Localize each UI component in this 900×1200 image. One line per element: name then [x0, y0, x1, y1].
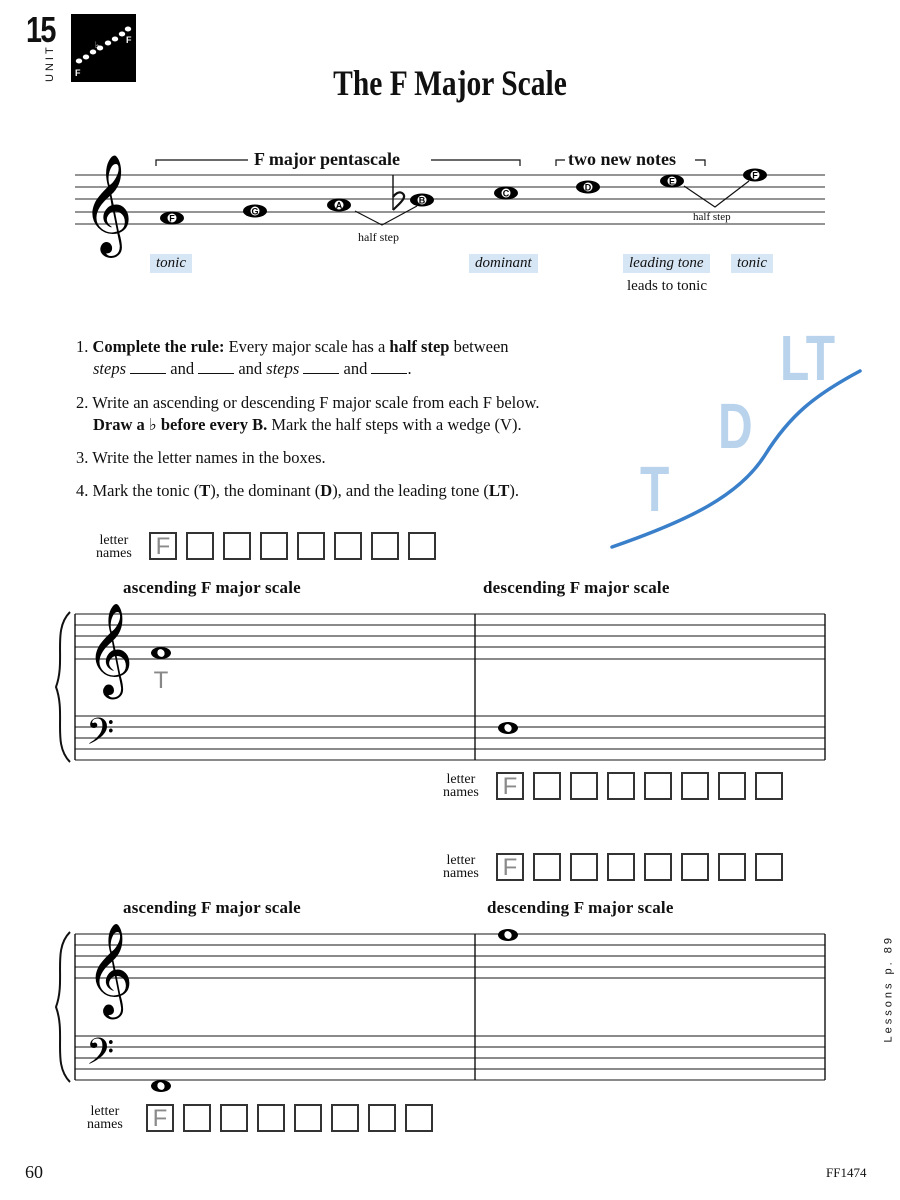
instruction-3: 3. Write the letter names in the boxes. [76, 448, 326, 467]
letter-box[interactable] [405, 1104, 433, 1132]
letter-names-label: letter names [96, 533, 132, 561]
letter-names-label: letter names [443, 772, 479, 800]
letter-box[interactable] [183, 1104, 211, 1132]
bass-clef-icon: 𝄢 [86, 711, 115, 762]
blank-1[interactable] [130, 361, 166, 374]
treble-clef-icon: 𝄞 [86, 922, 134, 1015]
svg-text:F: F [126, 35, 132, 45]
letter-box[interactable] [570, 772, 598, 800]
letter-box[interactable] [186, 532, 214, 560]
bass-clef-icon: 𝄢 [86, 1031, 115, 1082]
letter-box[interactable]: F [496, 853, 524, 881]
letter-boxes-ex2-asc [146, 1104, 433, 1132]
half-step-label-1: half step [358, 230, 399, 244]
letter-box[interactable] [257, 1104, 285, 1132]
page-number: 60 [25, 1162, 43, 1182]
svg-text:♭: ♭ [95, 41, 100, 51]
letter-box[interactable] [220, 1104, 248, 1132]
tonic-label-2: tonic [731, 254, 773, 273]
pentascale-label: F major pentascale [254, 149, 400, 169]
treble-clef-icon: 𝄞 [86, 602, 134, 695]
ascending-title: ascending F major scale [123, 578, 301, 597]
brace-icon [56, 612, 70, 762]
svg-text:F: F [75, 68, 81, 78]
instruction-1: 1. Complete the rule: Every major scale has a half step between steps and and steps and . [76, 337, 509, 378]
product-code: FF1474 [826, 1165, 867, 1180]
unit-number: 15 [26, 9, 55, 50]
blank-2[interactable] [198, 361, 234, 374]
letter-box[interactable] [223, 532, 251, 560]
letter-box[interactable] [533, 772, 561, 800]
treble-clef-icon: 𝄞 [82, 154, 133, 254]
svg-text:A: A [335, 200, 343, 211]
page-title: The F Major Scale [333, 63, 567, 103]
svg-text:C: C [502, 188, 510, 199]
svg-text:T: T [640, 453, 670, 525]
letter-boxes-ex2-desc [496, 853, 783, 881]
svg-text:D: D [718, 390, 753, 462]
letter-box[interactable]: F [146, 1104, 174, 1132]
letter-box[interactable] [331, 1104, 359, 1132]
svg-text:B: B [418, 195, 426, 206]
brace-icon [56, 932, 70, 1082]
letter-box[interactable] [644, 853, 672, 881]
letter-box[interactable]: F [149, 532, 177, 560]
svg-text:F: F [169, 213, 175, 224]
letter-box[interactable] [294, 1104, 322, 1132]
letter-box[interactable] [718, 853, 746, 881]
letter-box[interactable] [297, 532, 325, 560]
leads-to-tonic-text: leads to tonic [627, 278, 707, 294]
letter-box[interactable] [755, 772, 783, 800]
svg-text:G: G [251, 206, 259, 217]
grand-staff-ex2[interactable] [0, 910, 900, 1100]
letter-box[interactable] [334, 532, 362, 560]
dominant-label: dominant [469, 254, 538, 273]
letter-box[interactable] [607, 853, 635, 881]
letter-boxes-ex1-desc [496, 772, 783, 800]
letter-box[interactable]: F [496, 772, 524, 800]
blank-4[interactable] [371, 361, 407, 374]
svg-text:T: T [153, 667, 169, 694]
letter-names-label: letter names [87, 1104, 123, 1132]
letter-box[interactable] [607, 772, 635, 800]
instruction-4: 4. Mark the tonic (T), the dominant (D), and the leading tone (LT). [76, 481, 520, 500]
svg-text:LT: LT [780, 322, 836, 394]
tonic-label: tonic [150, 254, 192, 273]
letter-box[interactable] [533, 853, 561, 881]
letter-box[interactable] [644, 772, 672, 800]
ascending-title: ascending F major scale [123, 898, 301, 917]
letter-box[interactable] [371, 532, 399, 560]
svg-text:F: F [752, 170, 758, 181]
letter-box[interactable] [681, 853, 709, 881]
tonic-dominant-leading-tone-graphic [600, 315, 880, 560]
leading-tone-label: leading tone [623, 254, 710, 273]
letter-box[interactable] [408, 532, 436, 560]
unit-label: UNIT [44, 44, 56, 82]
letter-box[interactable] [570, 853, 598, 881]
grand-staff-ex1[interactable] [0, 590, 900, 775]
letter-names-label: letter names [443, 853, 479, 881]
instruction-2: 2. Write an ascending or descending F major scale from each F below. Draw a ♭ before every B. Mark the half steps with a wedge (V). [76, 393, 540, 434]
svg-text:D: D [584, 182, 592, 193]
letter-box[interactable] [718, 772, 746, 800]
svg-text:E: E [668, 176, 676, 187]
letter-box[interactable] [755, 853, 783, 881]
blank-3[interactable] [303, 361, 339, 374]
new-notes-label: two new notes [568, 149, 676, 169]
letter-box[interactable] [681, 772, 709, 800]
descending-title: descending F major scale [487, 898, 674, 917]
letter-boxes-ex1-asc [149, 532, 436, 560]
letter-box[interactable] [260, 532, 288, 560]
lessons-page-reference: Lessons p. 89 [882, 935, 894, 1043]
descending-title: descending F major scale [483, 578, 670, 597]
letter-box[interactable] [368, 1104, 396, 1132]
half-step-label-2: half step [693, 211, 731, 223]
